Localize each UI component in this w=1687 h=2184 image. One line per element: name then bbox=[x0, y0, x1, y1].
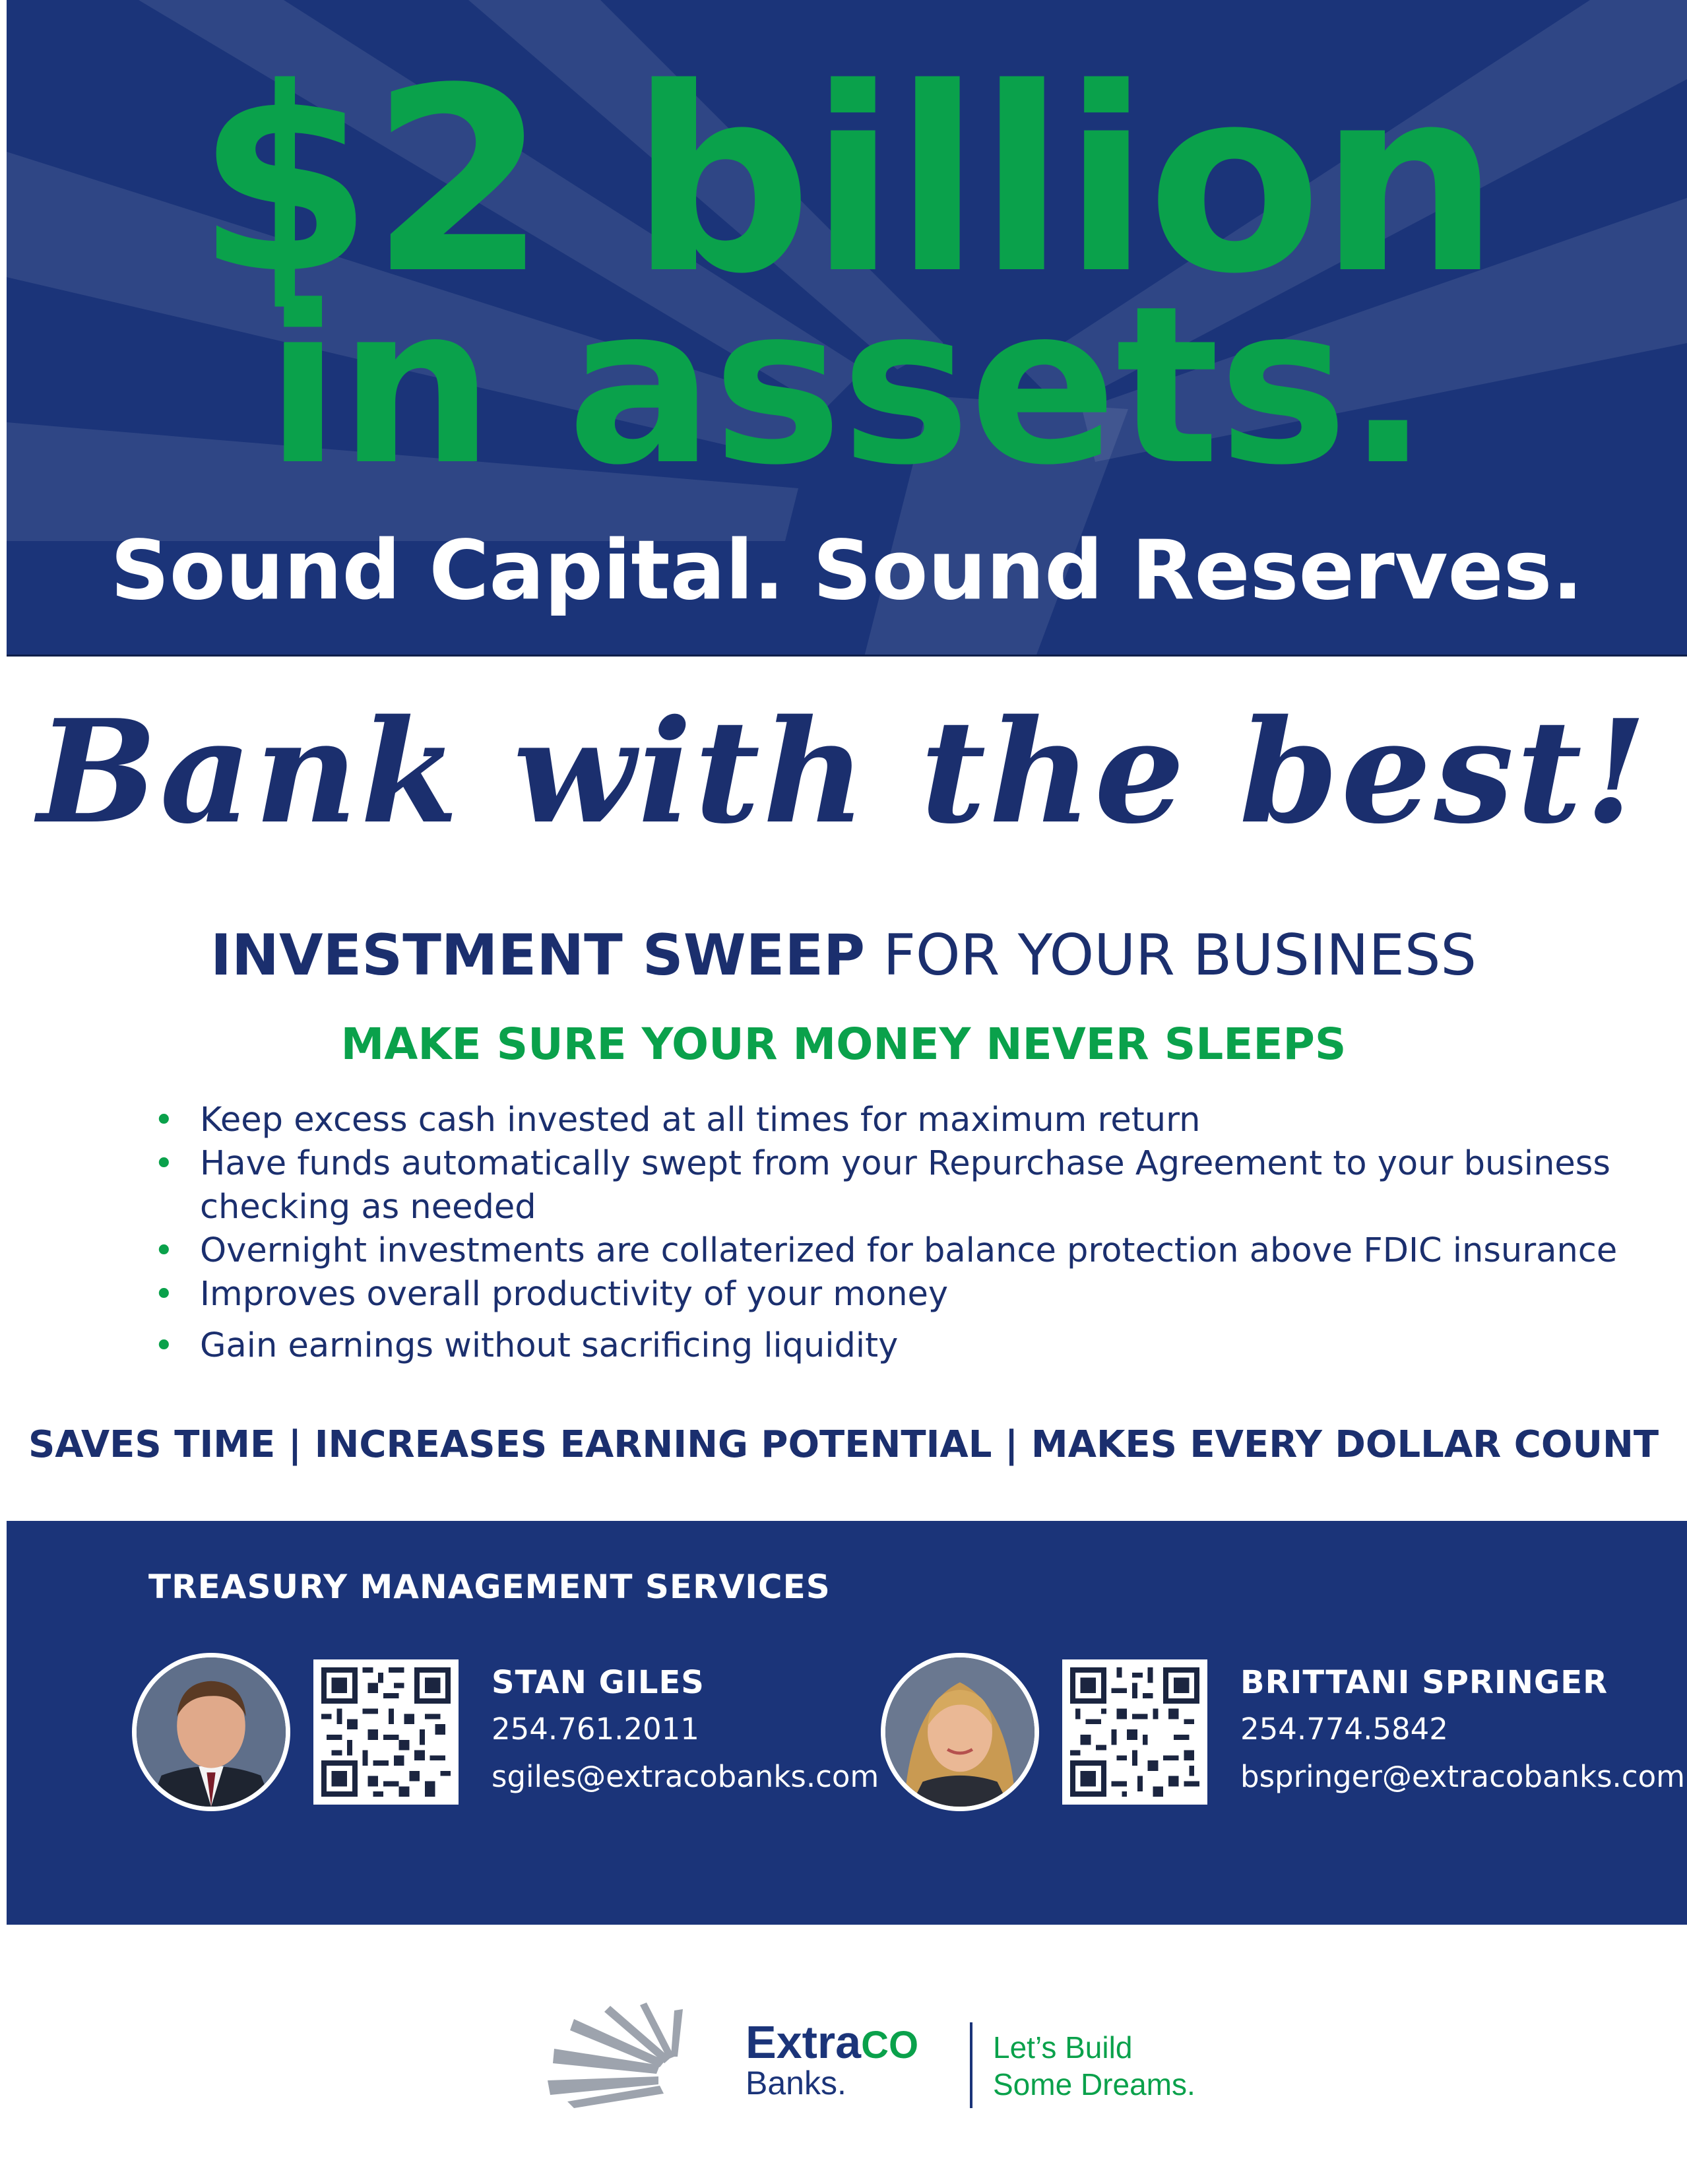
bullet-icon: • bbox=[154, 1144, 174, 1184]
logo-wordmark bbox=[746, 2016, 919, 2102]
bullet-icon: • bbox=[154, 1275, 174, 1314]
contact-name: STAN GILES bbox=[492, 1664, 705, 1701]
list-item-text: Overnight investments are collaterized for balance protection above FDIC insurance bbox=[200, 1231, 1618, 1270]
tagline-line1: Let’s Build bbox=[993, 2030, 1133, 2065]
hero-banner bbox=[7, 0, 1687, 657]
bullet-icon: • bbox=[154, 1326, 174, 1366]
list-item-text: Keep excess cash invested at all times for maximum return bbox=[200, 1101, 1201, 1140]
contact-email[interactable]: bspringer@extracobanks.com bbox=[1240, 1759, 1685, 1794]
sweep-title-light: FOR YOUR BUSINESS bbox=[883, 922, 1477, 988]
logo-banks-text: Banks. bbox=[746, 2065, 846, 2102]
person-portrait-icon bbox=[137, 1657, 286, 1807]
list-item bbox=[148, 1142, 1633, 1229]
contact-phone[interactable]: 254.761.2011 bbox=[492, 1712, 699, 1747]
qr-code-icon bbox=[321, 1667, 451, 1797]
benefits-line: SAVES TIME | INCREASES EARNING POTENTIAL | MAKES EVERY DOLLAR COUNT bbox=[28, 1423, 1659, 1466]
sweep-subtitle: MAKE SURE YOUR MONEY NEVER SLEEPS bbox=[340, 1019, 1347, 1070]
logo-co-text: CO bbox=[861, 2024, 919, 2067]
person-portrait-icon bbox=[885, 1657, 1034, 1807]
qr-code-icon bbox=[1070, 1667, 1199, 1797]
hero-headline-amount: $2 billion bbox=[196, 34, 1498, 329]
hero-subtitle: Sound Capital. Sound Reserves. bbox=[110, 523, 1583, 618]
tagline-line2: Some Dreams. bbox=[993, 2067, 1195, 2102]
bullet-icon: • bbox=[154, 1101, 174, 1140]
logo-extra-text: Extra bbox=[746, 2016, 862, 2068]
list-item-text: Improves overall productivity of your money bbox=[200, 1275, 949, 1314]
extraco-logo bbox=[548, 1993, 1207, 2111]
avatar bbox=[132, 1653, 290, 1811]
bullet-icon: • bbox=[154, 1231, 174, 1271]
feature-list bbox=[148, 1099, 1633, 1368]
qr-code[interactable] bbox=[1062, 1659, 1207, 1805]
qr-code[interactable] bbox=[313, 1659, 459, 1805]
sunburst-logo-icon bbox=[548, 2003, 739, 2108]
contact-name: BRITTANI SPRINGER bbox=[1240, 1664, 1608, 1701]
contact-info bbox=[1240, 1659, 1687, 1801]
list-item bbox=[148, 1099, 1633, 1142]
list-item bbox=[148, 1229, 1633, 1273]
list-item-text: Have funds automatically swept from your Repurchase Agreement to your business checking as needed bbox=[200, 1144, 1610, 1227]
tagline bbox=[993, 2029, 1195, 2103]
sweep-title-bold: INVESTMENT SWEEP bbox=[210, 922, 866, 988]
list-item bbox=[148, 1273, 1633, 1316]
contact-phone[interactable]: 254.774.5842 bbox=[1240, 1712, 1448, 1747]
treasury-band bbox=[7, 1521, 1687, 1925]
script-headline: Bank with the best! bbox=[37, 688, 1650, 855]
contact-email[interactable]: sgiles@extracobanks.com bbox=[492, 1759, 879, 1794]
list-item bbox=[148, 1324, 1633, 1368]
hero-headline-assets: in assets. bbox=[265, 259, 1428, 513]
sweep-title bbox=[0, 922, 1687, 988]
list-item-text: Gain earnings without sacrificing liquidity bbox=[200, 1326, 899, 1365]
logo-divider bbox=[970, 2022, 972, 2108]
treasury-label: TREASURY MANAGEMENT SERVICES bbox=[148, 1568, 831, 1606]
avatar bbox=[881, 1653, 1039, 1811]
